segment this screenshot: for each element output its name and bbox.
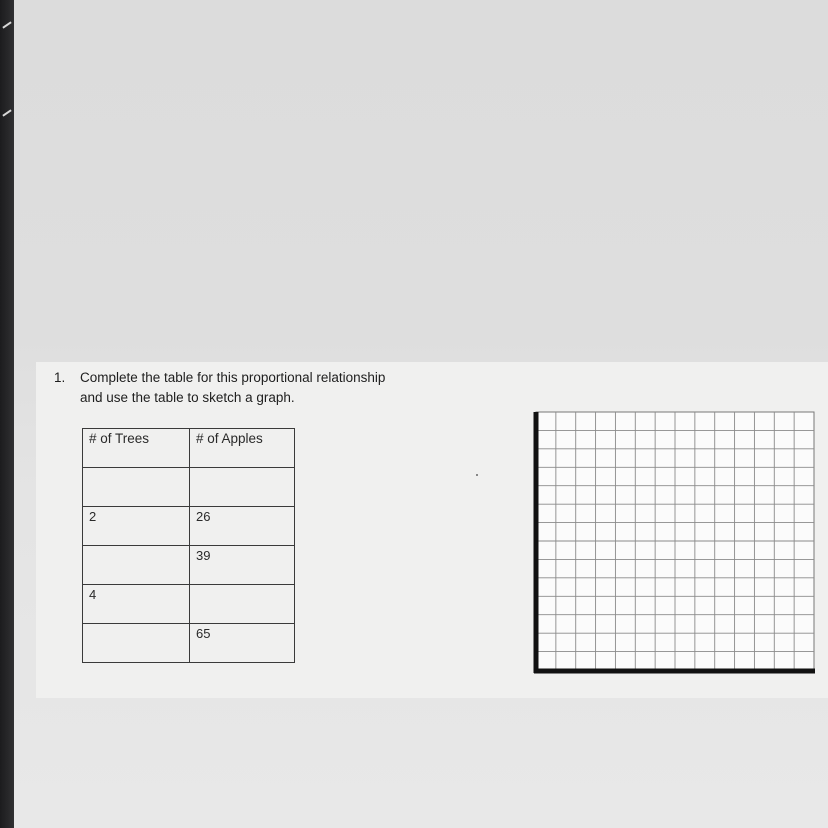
apples-cell[interactable] (190, 468, 295, 507)
table-row (83, 546, 295, 585)
worksheet (36, 362, 828, 698)
stray-mark (476, 474, 478, 476)
question-line: and use the table to sketch a graph. (80, 390, 295, 405)
table-header-row (83, 429, 295, 468)
screen (14, 0, 828, 828)
table-row (83, 507, 295, 546)
graph-grid-svg (530, 408, 816, 676)
trees-cell[interactable] (83, 468, 190, 507)
ratio-table (82, 428, 295, 663)
apples-cell[interactable]: 65 (190, 624, 295, 663)
trees-cell[interactable] (83, 624, 190, 663)
question-number: 1. (54, 370, 66, 385)
question-line: Complete the table for this proportional relationship (80, 370, 386, 385)
table-row (83, 468, 295, 507)
apples-column-header: # of Apples (190, 429, 295, 468)
trees-cell[interactable]: 4 (83, 585, 190, 624)
table-row (83, 585, 295, 624)
trees-column-header: # of Trees (83, 429, 190, 468)
graph-grid[interactable] (530, 408, 816, 676)
apples-cell[interactable]: 39 (190, 546, 295, 585)
apples-cell[interactable]: 26 (190, 507, 295, 546)
trees-cell[interactable]: 2 (83, 507, 190, 546)
apples-cell[interactable] (190, 585, 295, 624)
bezel-mark (2, 21, 11, 28)
bezel-mark (2, 109, 11, 116)
trees-cell[interactable] (83, 546, 190, 585)
table-row (83, 624, 295, 663)
question-text (80, 368, 460, 408)
